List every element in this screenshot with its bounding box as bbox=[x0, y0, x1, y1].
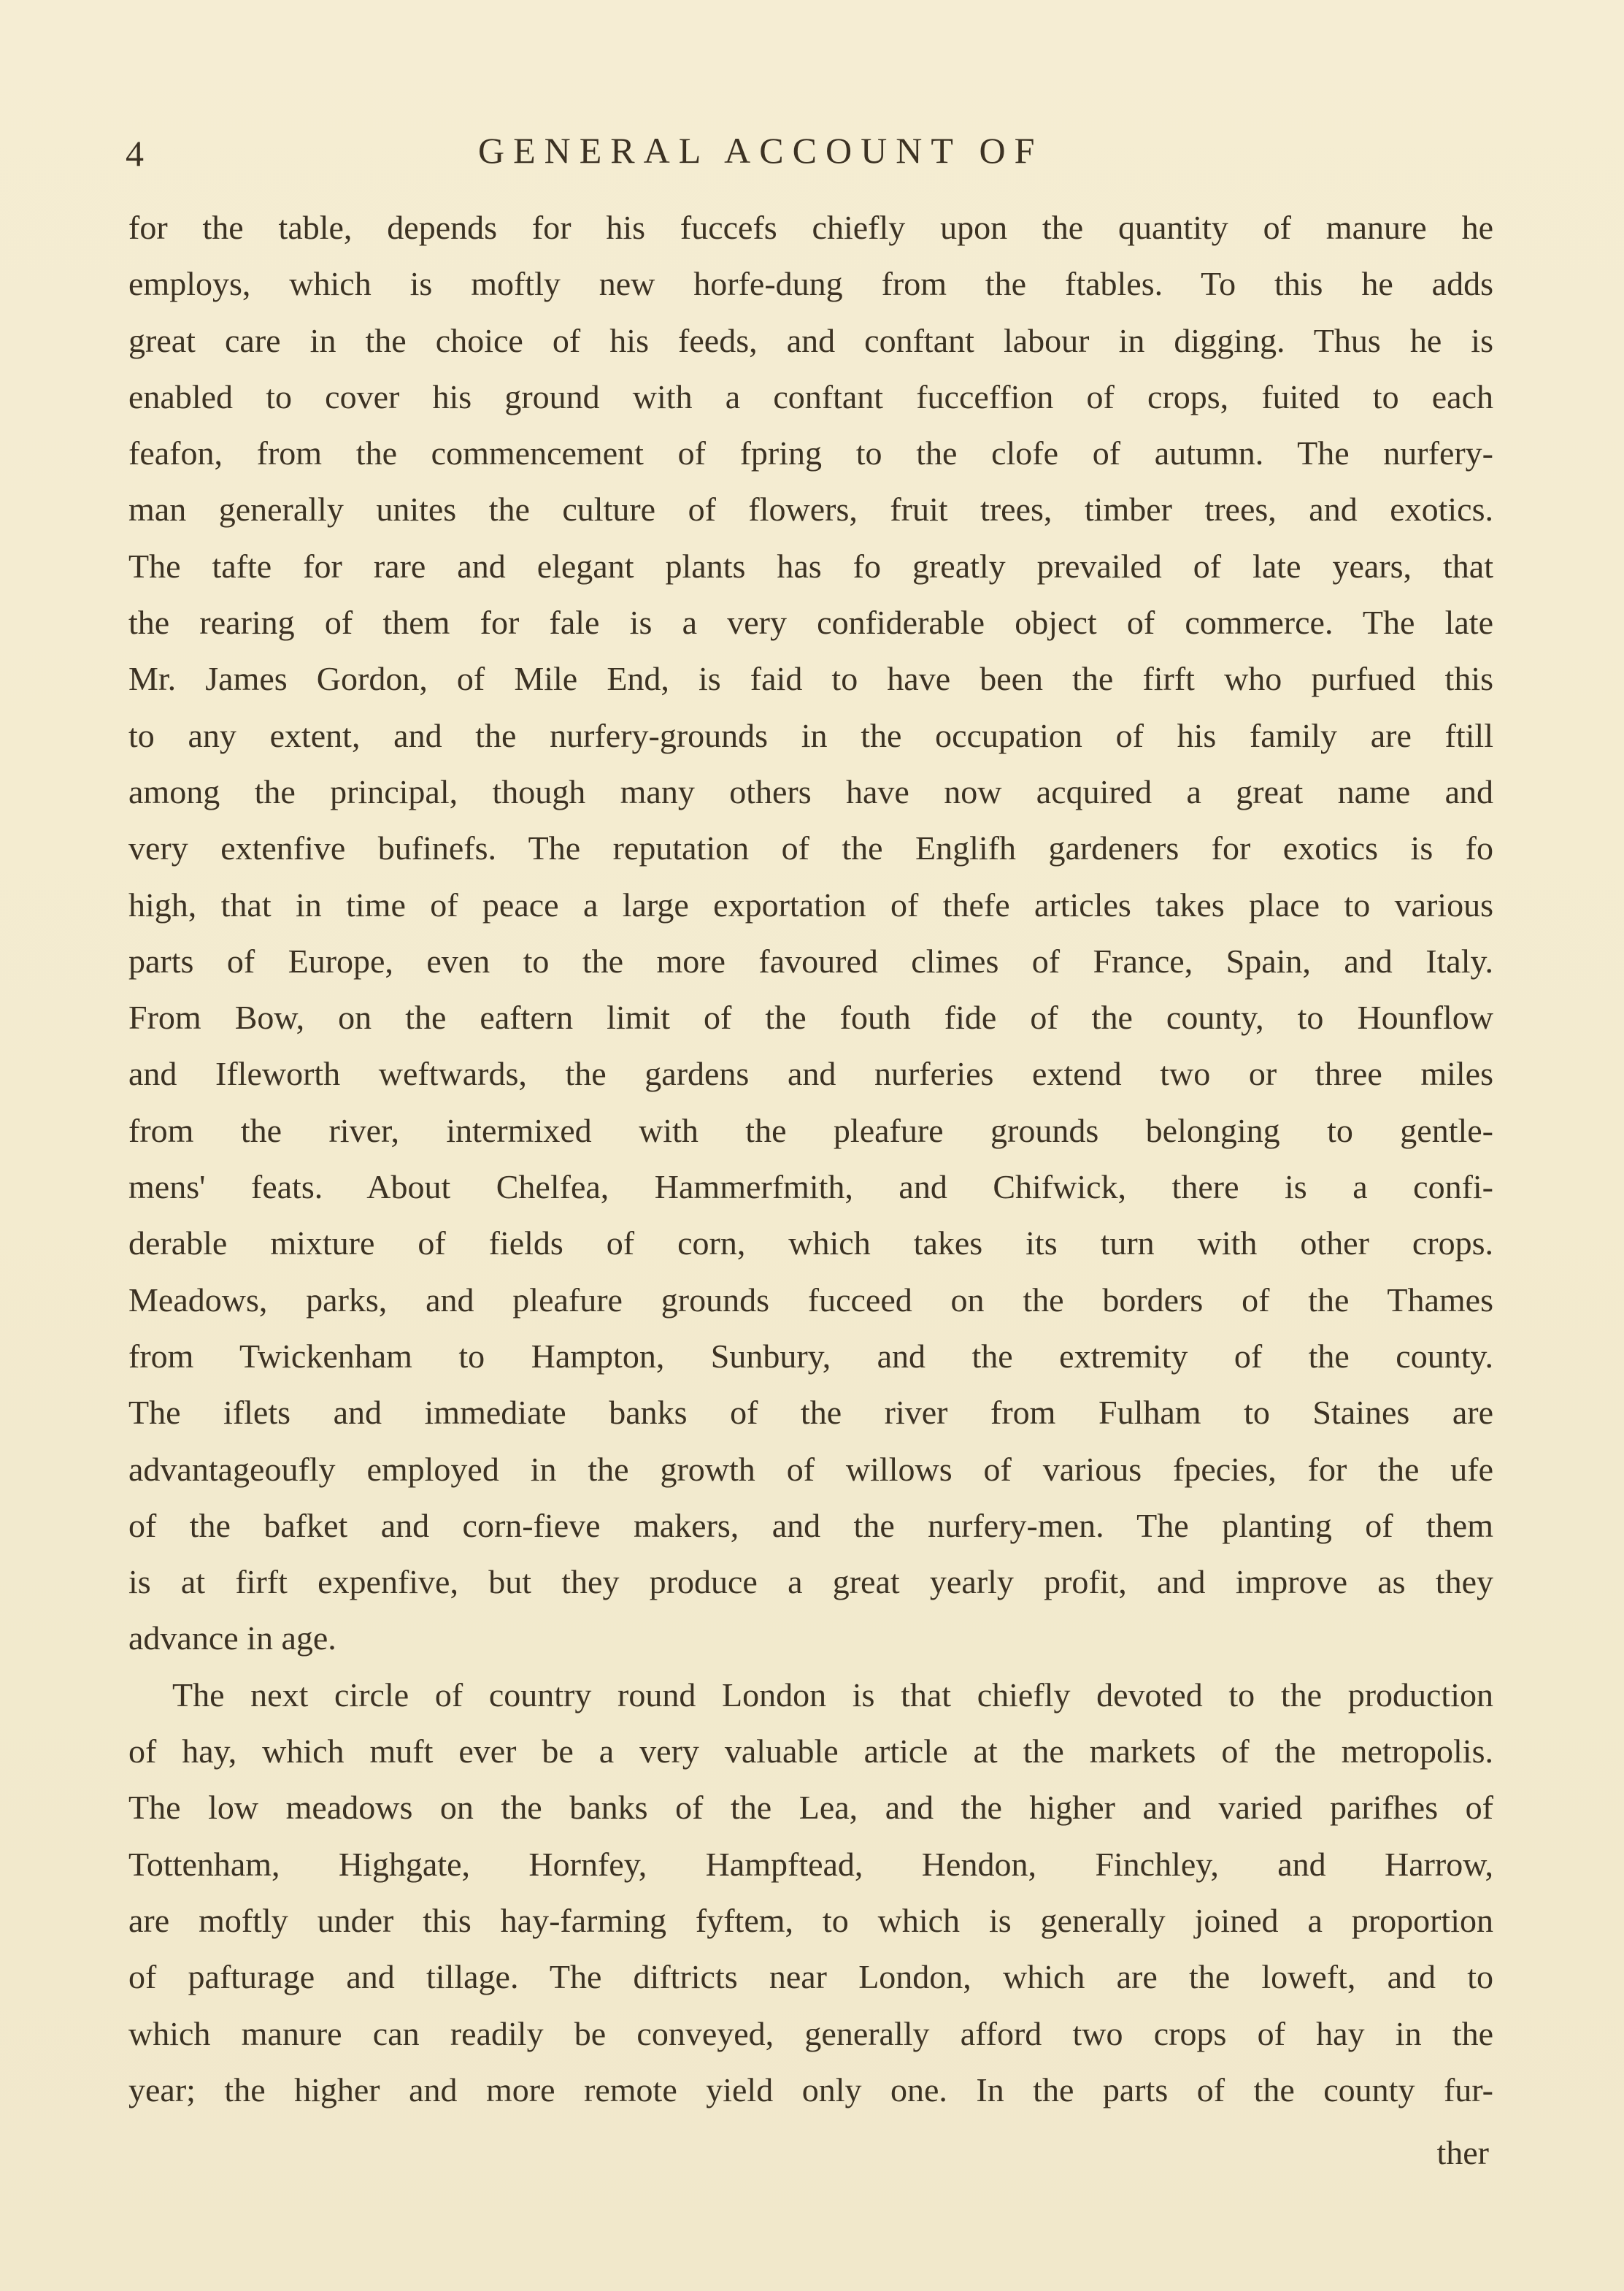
text-line: to any extent, and the nurfery-grounds in the occupation of his family are ftill bbox=[128, 716, 1493, 754]
page-number: 4 bbox=[126, 133, 144, 174]
text-line: derable mixture of fields of corn, which takes its turn with other crops. bbox=[128, 1224, 1493, 1262]
text-line: high, that in time of peace a large exportation of thefe articles takes place to various bbox=[128, 886, 1493, 924]
text-line: Mr. James Gordon, of Mile End, is faid to have been the firft who purfued this bbox=[128, 660, 1493, 698]
text-line: which manure can readily be conveyed, generally afford two crops of hay in the bbox=[128, 2014, 1493, 2052]
text-line: the rearing of them for fale is a very confiderable object of commerce. The late bbox=[128, 604, 1493, 642]
catchword: ther bbox=[1436, 2134, 1489, 2171]
text-line: are moftly under this hay-farming fyftem, to which is generally joined a proportion bbox=[128, 1901, 1493, 1939]
text-line: very extenfive bufinefs. The reputation of the Englifh gardeners for exotics is fo bbox=[128, 829, 1493, 867]
text-line: Tottenham, Highgate, Hornfey, Hampftead, Hendon, Finchley, and Harrow, bbox=[128, 1845, 1493, 1883]
text-line: is at firft expenfive, but they produce a great yearly profit, and improve as they bbox=[128, 1563, 1493, 1601]
text-line: from the river, intermixed with the pleafure grounds belonging to gentle- bbox=[128, 1111, 1493, 1149]
text-line: employs, which is moftly new horfe-dung from the ftables. To this he adds bbox=[128, 265, 1493, 303]
paragraph-start-line: The next circle of country round London is that chiefly devoted to the production bbox=[172, 1676, 1493, 1714]
text-line: mens' feats. About Chelfea, Hammerfmith, and Chifwick, there is a confi- bbox=[128, 1168, 1493, 1206]
text-line: of hay, which muft ever be a very valuable article at the markets of the metropolis. bbox=[128, 1732, 1493, 1770]
text-line: Meadows, parks, and pleafure grounds fucceed on the borders of the Thames bbox=[128, 1281, 1493, 1319]
text-line: and Ifleworth weftwards, the gardens and nurferies extend two or three miles bbox=[128, 1055, 1493, 1093]
text-line: for the table, depends for his fuccefs chiefly upon the quantity of manure he bbox=[128, 209, 1493, 246]
text-line: of pafturage and tillage. The diftricts near London, which are the loweft, and to bbox=[128, 1958, 1493, 1996]
text-line: from Twickenham to Hampton, Sunbury, and the extremity of the county. bbox=[128, 1337, 1493, 1375]
text-line: The iflets and immediate banks of the river from Fulham to Staines are bbox=[128, 1394, 1493, 1432]
text-line: parts of Europe, even to the more favoured climes of France, Spain, and Italy. bbox=[128, 942, 1493, 980]
running-title: GENERAL ACCOUNT OF bbox=[478, 130, 1044, 171]
text-line: among the principal, though many others have now acquired a great name and bbox=[128, 772, 1493, 810]
text-line: great care in the choice of his feeds, and conftant labour in digging. Thus he is bbox=[128, 321, 1493, 359]
text-line: advantageoufly employed in the growth of willows of various fpecies, for the ufe bbox=[128, 1450, 1493, 1488]
body-text bbox=[128, 199, 1493, 2118]
text-line: year; the higher and more remote yield only one. In the parts of the county fur- bbox=[128, 2071, 1493, 2108]
text-line: From Bow, on the eaftern limit of the fouth fide of the county, to Hounflow bbox=[128, 999, 1493, 1037]
text-line: The low meadows on the banks of the Lea, and the higher and varied parifhes of bbox=[128, 1789, 1493, 1827]
text-line: man generally unites the culture of flowers, fruit trees, timber trees, and exotics. bbox=[128, 491, 1493, 529]
text-line: The tafte for rare and elegant plants has fo greatly prevailed of late years, that bbox=[128, 547, 1493, 585]
text-line: of the bafket and corn-fieve makers, and the nurfery-men. The planting of them bbox=[128, 1506, 1493, 1544]
text-line: feafon, from the commencement of fpring to the clofe of autumn. The nurfery- bbox=[128, 434, 1493, 472]
text-line: advance in age. bbox=[128, 1619, 336, 1657]
text-line: enabled to cover his ground with a conftant fucceffion of crops, fuited to each bbox=[128, 377, 1493, 415]
